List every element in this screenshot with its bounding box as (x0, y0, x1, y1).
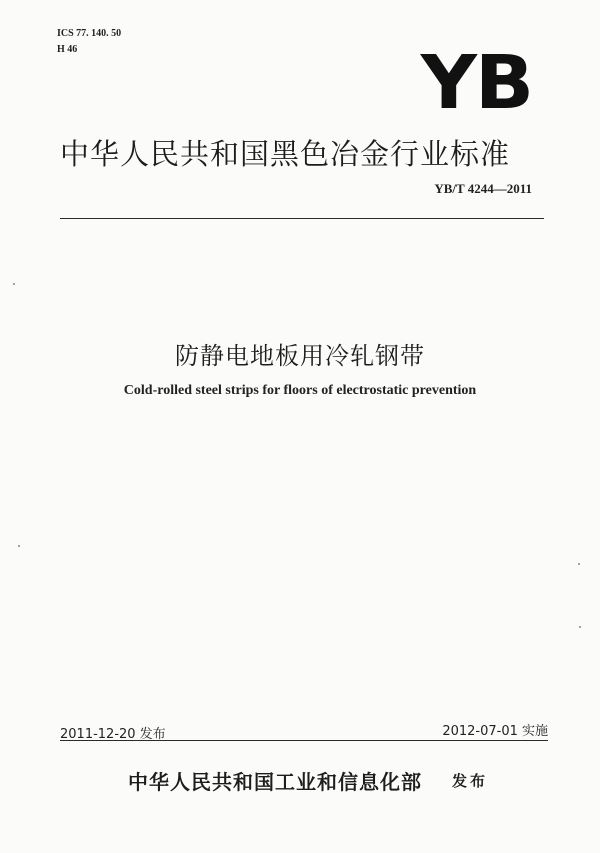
implementation-date: 2012-07-01 实施 (442, 724, 548, 739)
scan-speck (18, 545, 20, 547)
scan-speck (579, 626, 581, 628)
scan-speck (578, 563, 580, 565)
standard-number: YB/T 4244—2011 (434, 181, 532, 196)
document-title-en: Cold-rolled steel strips for floors of electrostatic prevention (123, 383, 477, 398)
scan-speck (13, 283, 15, 285)
category-code: H 46 (57, 44, 78, 55)
issue-date: 2011-12-20 发布 (60, 727, 166, 742)
header-divider (60, 218, 544, 219)
document-title-cn: 防静电地板用冷轧钢带 (175, 342, 425, 370)
footer-divider (60, 740, 548, 741)
issuing-authority: 中华人民共和国工业和信息化部 (128, 770, 422, 794)
yb-logo: YB (420, 40, 532, 126)
organization-standard-title: 中华人民共和国黑色冶金行业标准 (60, 137, 511, 171)
issuing-action: 发布 (452, 772, 489, 790)
ics-code: ICS 77. 140. 50 (57, 28, 122, 39)
